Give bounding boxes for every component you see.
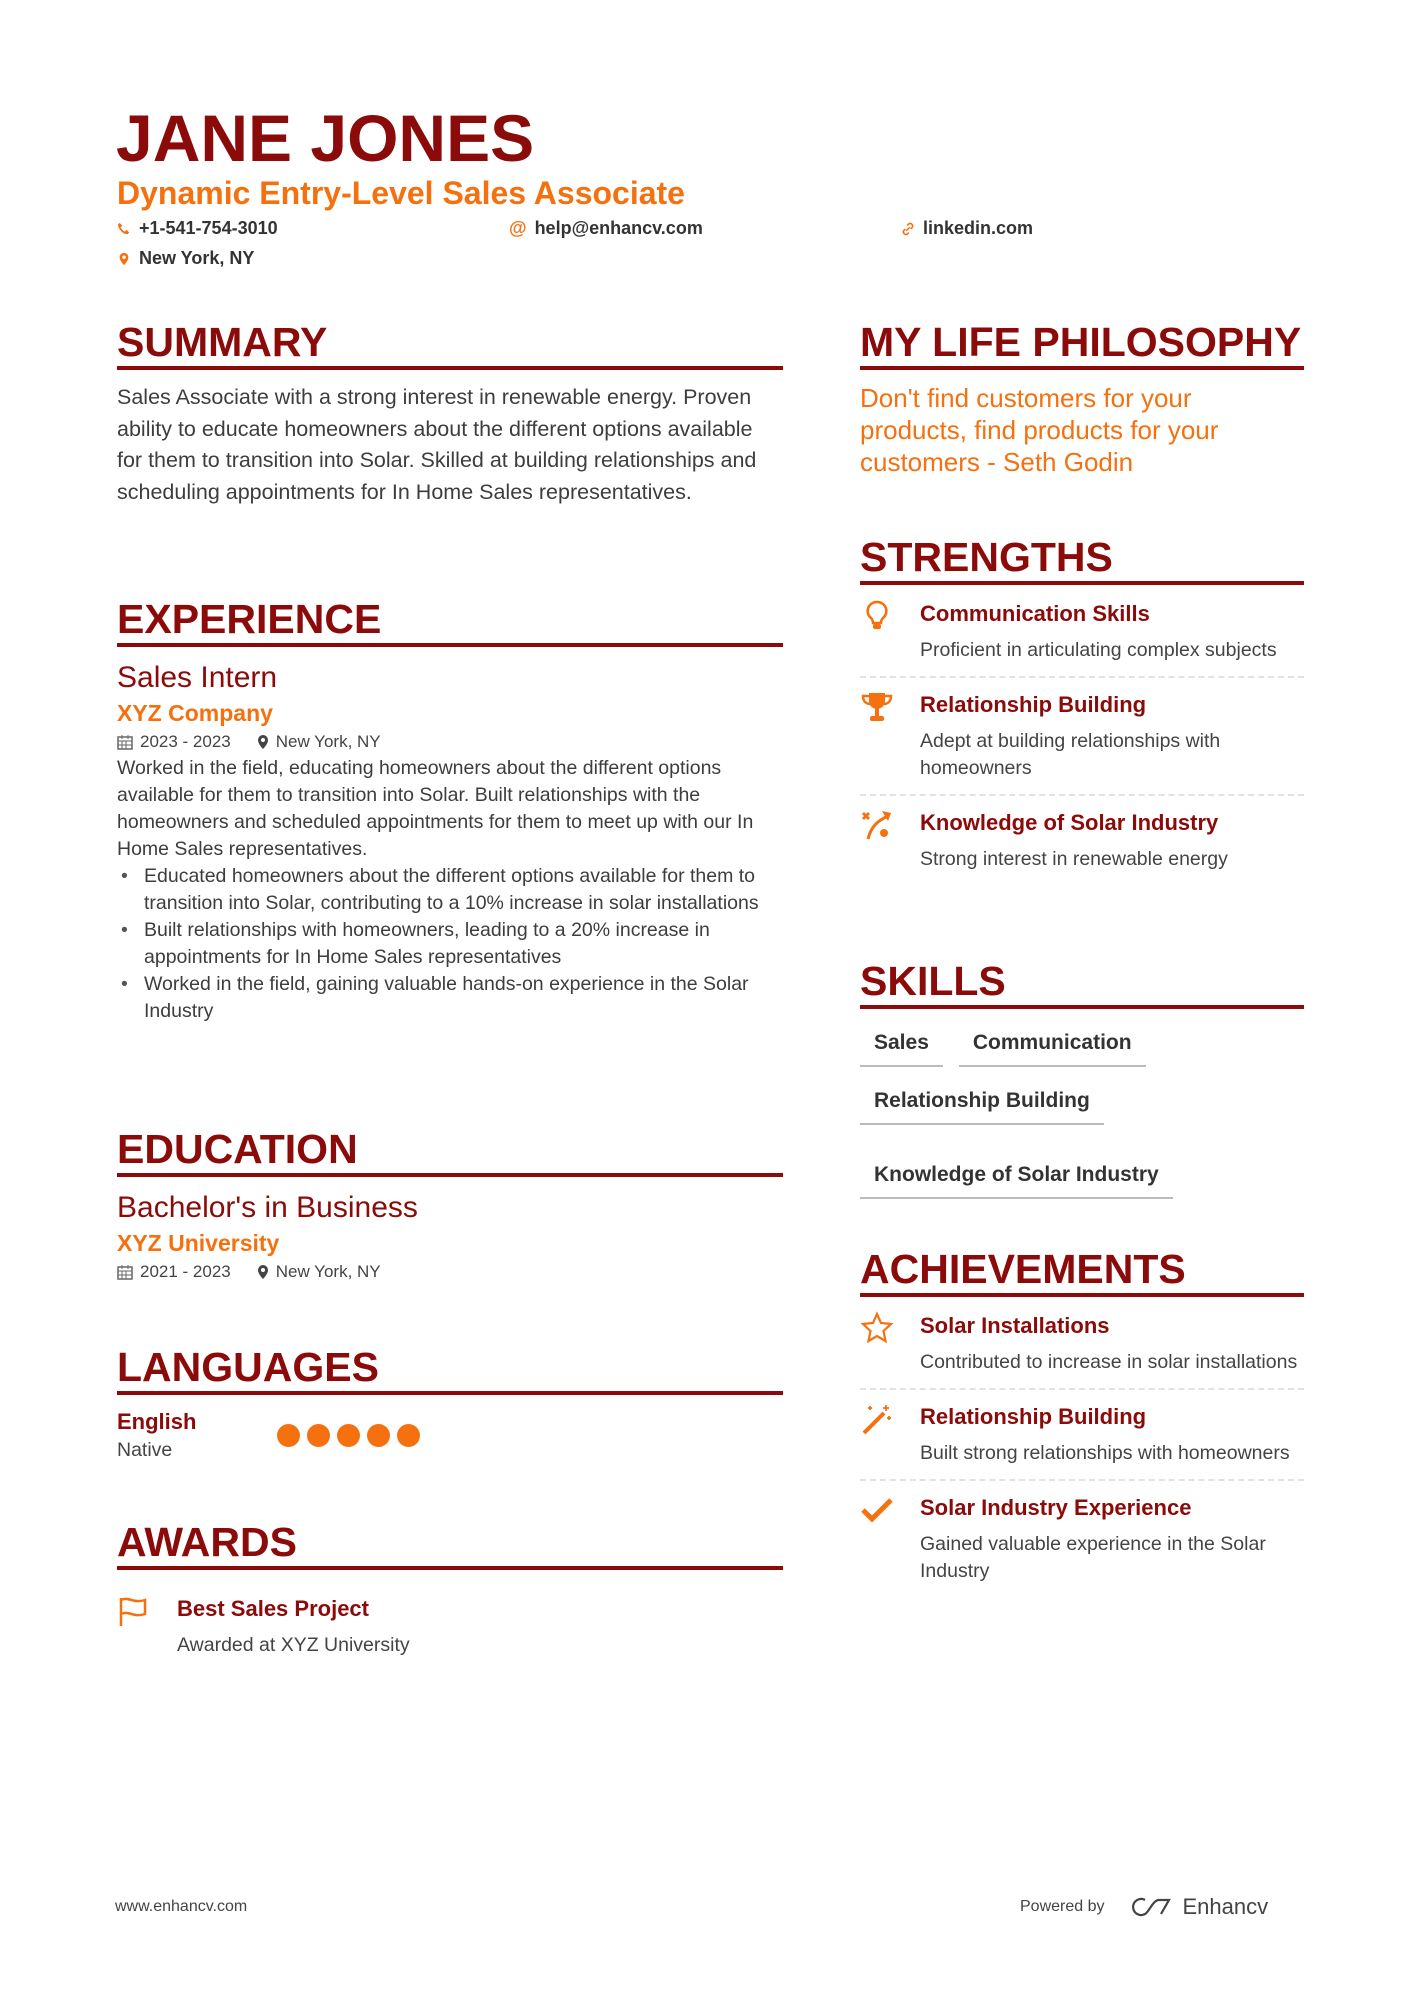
education-meta (117, 1259, 783, 1285)
achievement-title: Solar Installations (920, 1313, 1110, 1338)
experience-section (117, 597, 783, 1025)
achievement-title: Relationship Building (920, 1404, 1147, 1429)
calendar-icon (117, 1264, 133, 1280)
rating-dot (397, 1424, 420, 1447)
contact-link (901, 218, 1033, 239)
lightbulb-icon (860, 599, 894, 633)
job-bullet: • Educated homeowners about the different options available for them to transition into Solar, contributing to a 10% increase in solar installations (117, 863, 783, 917)
checkmark-icon (860, 1493, 894, 1527)
school: XYZ University (117, 1230, 280, 1256)
philosophy-quote: Don't find customers for your products, find products for your customers - Seth Godin (860, 383, 1219, 477)
languages-section (117, 1345, 783, 1463)
magic-wand-icon (860, 1402, 894, 1436)
awards-section (117, 1520, 783, 1671)
section-heading: EDUCATION (117, 1127, 783, 1177)
skill-tag: Communication (959, 1025, 1146, 1067)
strengths-section (860, 535, 1304, 885)
strength-title: Knowledge of Solar Industry (920, 810, 1219, 835)
email-text[interactable]: help@enhancv.com (534, 218, 703, 238)
skill-tag: Relationship Building (860, 1083, 1104, 1125)
achievements-section (860, 1247, 1304, 1597)
section-heading: ACHIEVEMENTS (860, 1247, 1304, 1297)
achievement-item (860, 1481, 1304, 1597)
degree: Bachelor's in Business (117, 1191, 418, 1224)
location-pin-icon (257, 734, 269, 750)
phone-icon (117, 221, 131, 237)
job-role: Sales Intern (117, 661, 278, 694)
achievement-desc: Built strong relationships with homeowners (920, 1442, 1290, 1464)
powered-by-text: Powered by (1020, 1898, 1105, 1915)
section-heading: SUMMARY (117, 320, 783, 370)
philosophy-section (860, 320, 1304, 478)
link-icon (901, 221, 915, 237)
section-heading: LANGUAGES (117, 1345, 783, 1395)
skills-section (860, 959, 1304, 1199)
achievement-item (860, 1299, 1304, 1390)
enhancv-logo[interactable] (1131, 1894, 1269, 1920)
summary-text: Sales Associate with a strong interest in renewable energy. Proven ability to educate homeowners about the different options available for them to transition into Solar. Skilled at building relationships and scheduling appointments for In Home Sales representatives. (117, 385, 757, 504)
skills-list (860, 1025, 1304, 1199)
language-level: Native (117, 1439, 173, 1461)
rating-dot (307, 1424, 330, 1447)
candidate-title: Dynamic Entry-Level Sales Associate (117, 175, 685, 211)
language-name: English (117, 1409, 197, 1434)
award-item (117, 1582, 783, 1671)
strength-desc: Adept at building relationships with homeowners (920, 730, 1221, 779)
education-section (117, 1127, 783, 1285)
strength-item (860, 587, 1304, 678)
award-title: Best Sales Project (177, 1596, 369, 1621)
strength-desc: Strong interest in renewable energy (920, 848, 1228, 870)
contact-location (117, 248, 254, 269)
achievement-item (860, 1390, 1304, 1481)
brand-name: Enhancv (1182, 1894, 1269, 1919)
section-heading: EXPERIENCE (117, 597, 783, 647)
job-bullet: • Worked in the field, gaining valuable hands-on experience in the Solar Industry (117, 971, 783, 1025)
calendar-icon (117, 734, 133, 750)
education-location: New York, NY (275, 1262, 381, 1281)
job-dates: 2023 - 2023 (140, 732, 231, 751)
footer-brand (1020, 1894, 1268, 1920)
education-dates: 2021 - 2023 (140, 1262, 231, 1281)
achievement-desc: Gained valuable experience in the Solar Industry (920, 1533, 1266, 1582)
strength-title: Communication Skills (920, 601, 1150, 626)
achievement-desc: Contributed to increase in solar installations (920, 1351, 1298, 1373)
candidate-name: JANE JONES (116, 101, 535, 175)
job-location: New York, NY (275, 732, 381, 751)
location-text: New York, NY (139, 248, 255, 268)
link-text[interactable]: linkedin.com (923, 218, 1034, 238)
rating-dot (367, 1424, 390, 1447)
contact-phone (117, 218, 278, 239)
skill-tag: Sales (860, 1025, 943, 1067)
section-heading: MY LIFE PHILOSOPHY (860, 320, 1304, 370)
summary-section (117, 320, 783, 508)
location-pin-icon (257, 1264, 269, 1280)
language-rating (277, 1424, 420, 1447)
job-bullet: • Built relationships with homeowners, leading to a 20% increase in appointments for In Home Sales representatives (117, 917, 783, 971)
enhancv-logo-icon (1131, 1896, 1175, 1918)
job-description: Worked in the field, educating homeowners about the different options available for them to transition into Solar. Built relationships with the homeowners and scheduled appointments for them to meet up with our In Home Sales representatives. (117, 757, 754, 860)
flag-icon (117, 1594, 151, 1628)
job-meta (117, 729, 783, 755)
job-company: XYZ Company (117, 700, 273, 726)
strength-desc: Proficient in articulating complex subjects (920, 639, 1277, 661)
contact-email (509, 218, 703, 239)
rating-dot (337, 1424, 360, 1447)
rating-dot (277, 1424, 300, 1447)
strength-title: Relationship Building (920, 692, 1147, 717)
skill-tag: Knowledge of Solar Industry (860, 1157, 1173, 1199)
location-pin-icon (117, 251, 131, 267)
strength-item (860, 678, 1304, 796)
star-icon (860, 1311, 894, 1345)
section-heading: AWARDS (117, 1520, 783, 1570)
achievement-title: Solar Industry Experience (920, 1495, 1192, 1520)
job-bullets (117, 863, 783, 1025)
strategy-icon (860, 808, 894, 842)
award-desc: Awarded at XYZ University (177, 1634, 410, 1656)
phone-text[interactable]: +1-541-754-3010 (139, 218, 278, 238)
trophy-icon (860, 690, 894, 724)
at-icon: @ (509, 218, 527, 238)
section-heading: SKILLS (860, 959, 1304, 1009)
section-heading: STRENGTHS (860, 535, 1304, 585)
language-item (117, 1407, 783, 1463)
footer-website[interactable]: www.enhancv.com (115, 1898, 248, 1915)
strength-item (860, 796, 1304, 885)
